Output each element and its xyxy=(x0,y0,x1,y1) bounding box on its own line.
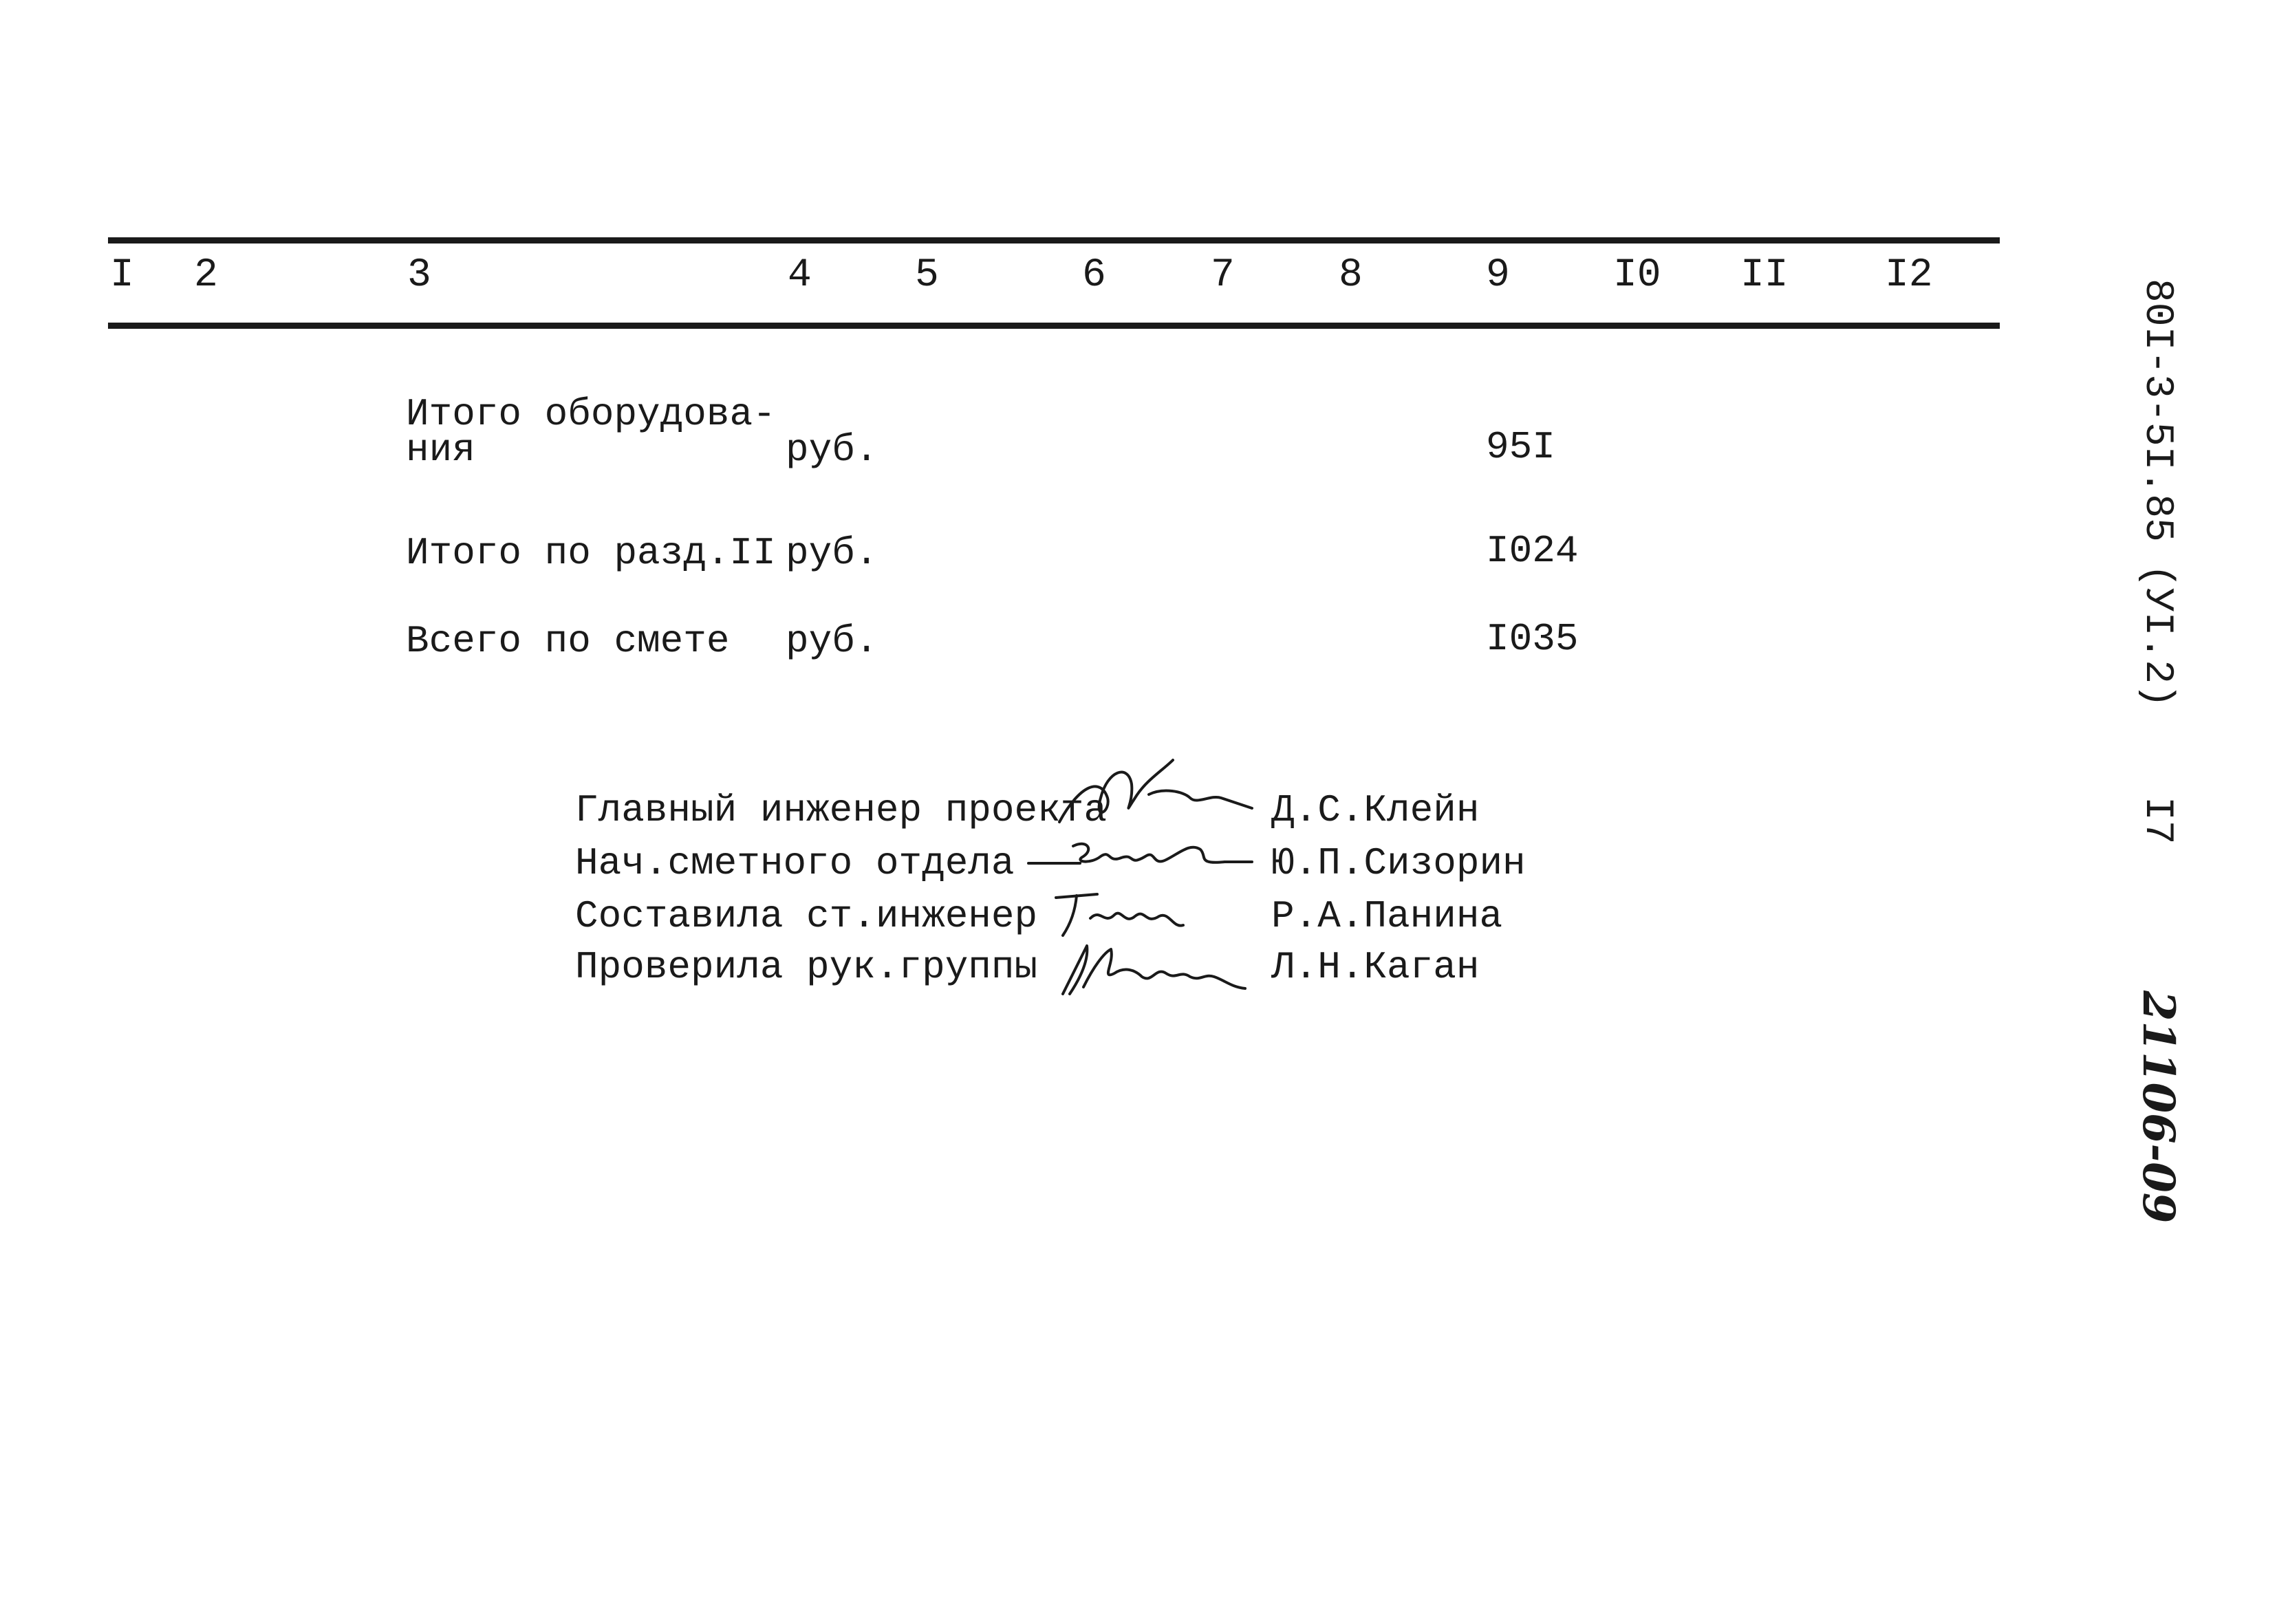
column-header-5: 5 xyxy=(915,253,939,298)
column-header-3: 3 xyxy=(407,253,431,298)
margin-sheet-number: I7 xyxy=(2135,797,2179,845)
margin-album-number: (УI.2) xyxy=(2135,564,2179,708)
handwritten-signature-sizorin xyxy=(1025,829,1259,877)
column-header-7: 7 xyxy=(1211,253,1235,298)
header-top-rule xyxy=(108,237,2000,243)
header-bottom-rule xyxy=(108,323,2000,329)
row-value: 95I xyxy=(1486,425,1555,469)
margin-inventory-number: 21106-09 xyxy=(2133,990,2184,1224)
column-header-4: 4 xyxy=(788,253,812,298)
column-header-2: 2 xyxy=(194,253,218,298)
signature-role: Главный инженер проекта xyxy=(575,788,1107,832)
handwritten-signature-kagan xyxy=(1049,939,1249,1001)
row-label: Итого оборудова- xyxy=(406,392,776,436)
row-label: Итого по разд.II xyxy=(406,531,776,575)
column-header-12: I2 xyxy=(1885,253,1933,298)
row-unit: руб. xyxy=(786,531,878,575)
signature-name: Р.А.Панина xyxy=(1271,894,1503,938)
column-header-1: I xyxy=(110,253,134,298)
signature-role: Нач.сметного отдела xyxy=(575,841,1015,885)
row-label: Всего по смете xyxy=(406,619,730,663)
column-header-9: 9 xyxy=(1486,253,1510,298)
row-label-continued: ния xyxy=(406,428,475,472)
handwritten-signature-klein xyxy=(1053,757,1259,832)
signature-name: Л.Н.Каган xyxy=(1271,945,1480,989)
row-unit: руб. xyxy=(786,619,878,663)
row-value: I035 xyxy=(1486,617,1579,661)
row-unit: руб. xyxy=(786,428,878,472)
handwritten-signature-panina xyxy=(1049,887,1214,942)
column-header-10: I0 xyxy=(1613,253,1661,298)
signature-name: Ю.П.Сизорин xyxy=(1271,841,1526,885)
column-header-11: II xyxy=(1740,253,1789,298)
signature-role: Составила ст.инженер xyxy=(575,894,1038,938)
row-value: I024 xyxy=(1486,529,1579,573)
margin-document-code: 80I-3-5I.85 xyxy=(2135,279,2179,542)
signature-role: Проверила рук.группы xyxy=(575,945,1038,989)
column-header-8: 8 xyxy=(1339,253,1363,298)
column-header-6: 6 xyxy=(1082,253,1106,298)
signature-name: Д.С.Клейн xyxy=(1271,788,1480,832)
